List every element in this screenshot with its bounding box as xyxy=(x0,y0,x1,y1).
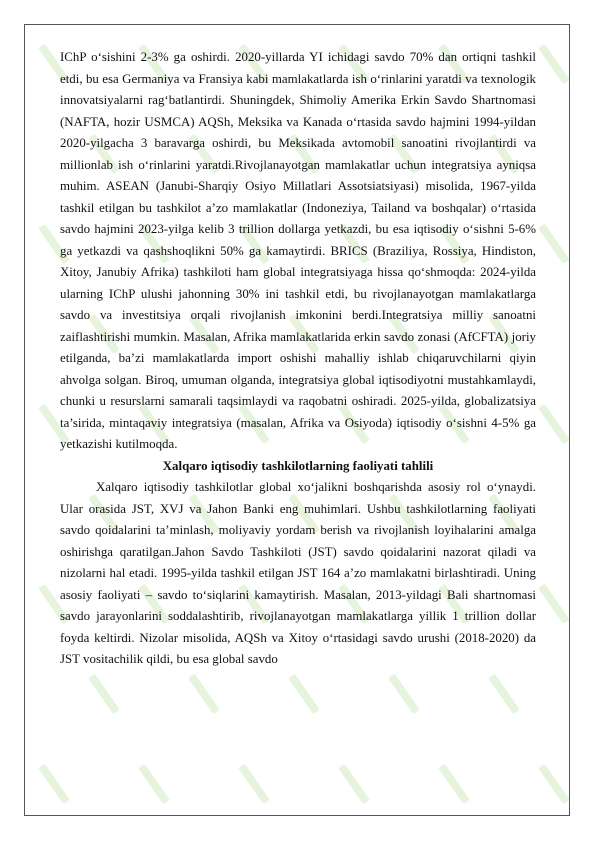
section-heading: Xalqaro iqtisodiy tashkilotlarning faoliyati tahlili xyxy=(162,458,434,473)
document-body xyxy=(60,47,536,671)
paragraph-text: IChP o‘sishini 2-3% ga oshirdi. 2020-yillarda YI ichidagi savdo 70% dan ortiqni tashkil etdi, bu esa Germaniya va Fransiya kabi mamlakatlarda ish o‘rinlarini yaratdi va texnologik innovatsiyalarni rag‘batlantirdi. Shuningdek, Shimoliy Amerika Erkin Savdo Shartnomasi (NAFTA, hozir USMCA) AQSh, Meksika va Kanada o‘rtasida savdo hajmini 1994-yildan 2020-yilgacha 3 baravarga oshirdi, bu Meksikada avtomobil sanoatini rivojlantirdi va millionlab ish o‘rinlarini yaratdi.Rivojlanayotgan mamlakatlar uchun integratsiya ayniqsa muhim. ASEAN (Janubi-Sharqiy Osiyo Millatlari Assotsiatsiyasi) misolida, 1967-yilda tashkil etilgan bu tashkilot a’zo mamlakatlar (Indoneziya, Tailand va boshqalar) o‘rtasida savdo hajmini 2023-yilga kelib 3 trillion dollarga yetkazdi, bu esa iqtisodiy o‘sishni 5-6% ga yetkazdi va qashshoqlikni 50% ga kamaytirdi. BRICS (Braziliya, Rossiya, Hindiston, Xitoy, Janubiy Afrika) tashkiloti ham global integratsiyaga hissa qo‘shmoqda: 2024-yilda ularning IChP ulushi jahonning 30% ini tashkil etdi, bu rivojlanayotgan mamlakatlarga savdo va investitsiya orqali rivojlanish imkonini berdi.Integratsiya milliy sanoatni zaiflashtirishi mumkin. Masalan, Afrika mamlakatlarida erkin savdo zonasi (AfCFTA) joriy etilganda, ba’zi mamlakatlarda import oshishi mahalliy ishlab chiqaruvchilarni qiyin ahvolga solgan. Biroq, umuman olganda, integratsiya global iqtisodiyotni mustahkamlaydi, chunki u resurslarni samarali taqsimlaydi va raqobatni oshiradi. 2025-yilda, globalizatsiya ta’sirida, mintaqaviy integratsiya (masalan, Afrika va Osiyoda) iqtisodiy o‘sishni 4-5% ga yetkazishi kutilmoqda. xyxy=(60,50,536,451)
paragraph-text: Xalqaro iqtisodiy tashkilotlar global xo‘jalikni boshqarishda asosiy rol o‘ynaydi. Ular orasida JST, XVJ va Jahon Banki eng muhimlari. Ushbu tashkilotlarning faoliyati savdo qoidalarini ta’minlash, moliyaviy yordam berish va rivojlanish loyihalarini amalga oshirishga qaratilgan.Jahon Savdo Tashkiloti (JST) savdo qoidalarini nazorat qiladi va nizolarni hal etadi. 1995-yilda tashkil etilgan JST 164 a’zo mamlakatni birlashtiradi. Uning asosiy faoliyati – savdo to‘siqlarini kamaytirish. Masalan, 2013-yildagi Bali shartnomasi savdo jarayonlarini soddalashtirib, rivojlanayotgan mamlakatlarga yillik 1 trillion dollar foyda keltirdi. Nizolar misolida, AQSh va Xitoy o‘rtasidagi savdo urushi (2018-2020) da JST vositachilik qildi, bu esa global savdo xyxy=(60,480,536,666)
